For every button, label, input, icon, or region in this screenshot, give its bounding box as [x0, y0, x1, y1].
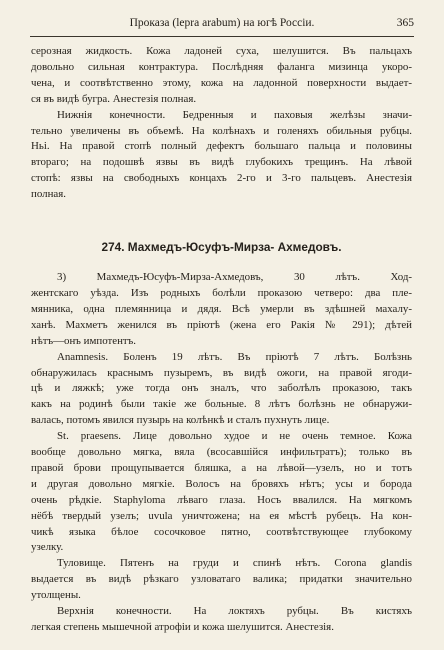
paragraph-case-intro	[31, 270, 412, 350]
text-line: нёбѣ твердый узелъ; uvula уничтожена; на ея мѣстѣ рубецъ. На кон-	[31, 509, 412, 522]
text-line: серозная жидкость. Кожа ладоней суха, шелушится. Въ пальцахъ	[31, 45, 412, 57]
text-line: ханѣ. Махметъ женился въ пріютѣ (жена его Ракія № 291); дѣтей	[31, 318, 412, 331]
text-line: нѣтъ—онъ импотентъ.	[31, 334, 137, 347]
text-line: узелку.	[31, 541, 64, 554]
header-rule	[30, 36, 414, 37]
text-line: 3) Махмедъ-Юсуфъ-Мирза-Ахмедовъ, 30 лѣтъ. Ход-	[57, 271, 412, 284]
paragraph-status-praesens	[31, 429, 412, 556]
text-line: вообще довольно мягка, вяла (всосавшійся инфильтратъ); только въ	[31, 446, 412, 459]
running-title: Проказа (lepra arabum) на югѣ Россіи.	[129, 17, 315, 29]
text-line: обнаружилась краснымъ пузыремъ, въ видѣ ожоги, на правой ягоди-	[31, 366, 412, 379]
text-line: довольно сильная контрактура. Послѣдняя фаланга мизинца укоро-	[31, 60, 412, 73]
paragraph-upper-limbs	[31, 604, 412, 636]
text-line: легкая степень мышечной атрофіи и кожа шелушится. Анестезія.	[31, 621, 334, 633]
text-line: какъ на родинѣ были такіе же больные. 8 лѣтъ болѣзнь не обнаружи-	[31, 398, 412, 411]
paragraph-lower-limbs	[31, 108, 412, 203]
text-line: чикѣ языка бѣлое сосочковое пятно, соотвѣтствующее глубокому	[31, 525, 412, 538]
text-line: Anamnesis. Боленъ 19 лѣтъ. Въ пріютѣ 7 лѣтъ. Болѣзнь	[57, 350, 412, 363]
paragraph-anamnesis	[31, 350, 412, 430]
text-line: полная.	[31, 188, 66, 201]
page-body	[31, 44, 412, 636]
text-line: ся въ видѣ бугра. Анестезія полная.	[31, 92, 197, 105]
paragraph-upper-limbs-continued	[31, 44, 412, 108]
text-line: стопѣ: язвы на свободныхъ концахъ 2-го и 3-го пальцевъ. Анестезія	[31, 172, 412, 185]
text-line: валась, потомъ явился пузырь на колѣнкѣ и сталъ пухнуть лице.	[31, 414, 330, 427]
text-line: и другая довольно мягкіе. Волосъ на бровяхъ нѣтъ; усы и борода	[31, 477, 412, 490]
text-line: утолщены.	[31, 589, 81, 602]
text-line: правой брови прощупывается бляшка, а на лѣвой—узелъ, но и тотъ	[31, 461, 412, 474]
text-line: втораго; на подошвѣ язвы въ видѣ глубокихъ трещинъ. На лѣвой	[31, 156, 412, 169]
page-header	[30, 17, 414, 33]
case-heading: 274. Махмедъ-Юсуфъ-Мирза- Ахмедовъ.	[101, 240, 342, 255]
text-line: Нижнія конечности. Бедренныя и паховыя желѣзы значи-	[57, 108, 412, 121]
text-line: Верхнія конечности. На локтяхъ рубцы. Въ кистяхъ	[57, 605, 412, 618]
page-number: 365	[396, 17, 414, 29]
text-line: цѣ и ляжкѣ; уже тогда онъ зналъ, что заболѣлъ проказою, такъ	[31, 382, 412, 395]
text-line: Ньі. На правой стопѣ полный дефектъ большаго пальца и половины	[31, 140, 412, 153]
paragraph-torso	[31, 556, 412, 604]
text-line: жентскаго уѣзда. Изъ родныхъ болѣли проказою четверо: два пле-	[31, 286, 412, 299]
text-line: мянника, одна племянница и дядя. Всѣ умерли въ здѣшней махалу-	[31, 302, 412, 315]
text-line: St. praesens. Лице довольно худое и не очень темное. Кожа	[57, 430, 412, 443]
text-line: чена, и соотвѣтственно этому, кожа на ладонной поверхности выдает-	[31, 76, 412, 89]
text-line: выдается въ видѣ рѣзкаго узловатаго валика; придатки значительно	[31, 573, 412, 586]
text-line: Туловище. Пятенъ на груди и спинѣ нѣтъ. Corona glandis	[57, 557, 412, 570]
text-line: очень рѣдкіе. Staphyloma лѣваго глаза. Носъ ввалился. На мягкомъ	[31, 493, 412, 506]
text-line: тельно увеличены въ объемѣ. На колѣнахъ и голеняхъ обильныя рубцы.	[31, 124, 412, 137]
